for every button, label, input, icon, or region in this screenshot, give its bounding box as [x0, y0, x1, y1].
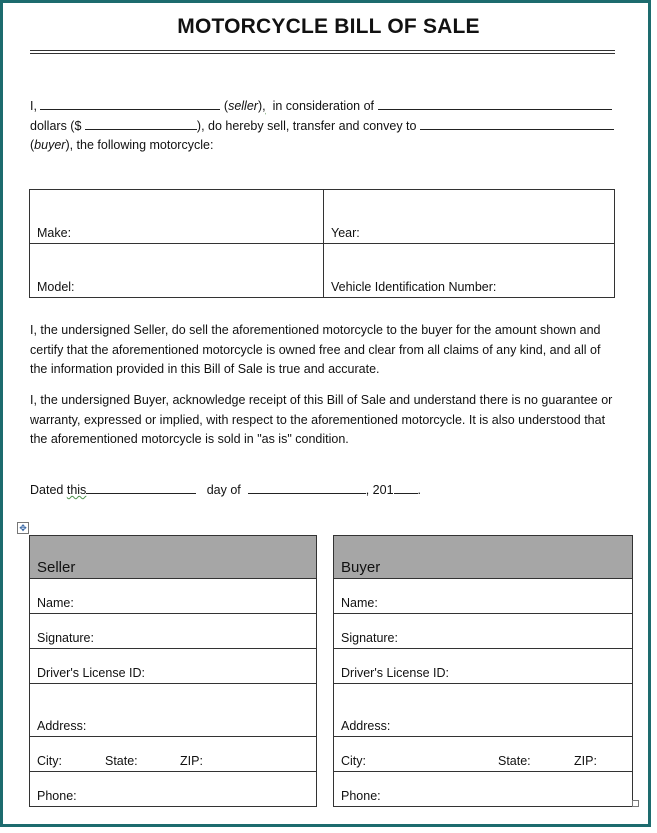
model-label: Model: — [37, 280, 75, 294]
buyer-phone-cell[interactable] — [334, 772, 633, 807]
seller-phone-cell[interactable] — [30, 772, 317, 807]
vin-cell[interactable] — [324, 244, 615, 298]
buyer-license-label: Driver's License ID: — [341, 666, 449, 680]
buyer-table — [333, 535, 633, 807]
seller-signature-label: Signature: — [37, 631, 94, 645]
title-rule-bottom — [30, 53, 615, 54]
seller-signature-cell[interactable] — [30, 614, 317, 649]
seller-license-label: Driver's License ID: — [37, 666, 145, 680]
buyer-name-blank[interactable] — [420, 117, 614, 130]
vehicle-table — [29, 189, 615, 298]
month-blank[interactable] — [248, 481, 366, 494]
buyer-signature-label: Signature: — [341, 631, 398, 645]
buyer-statement: I, the undersigned Buyer, acknowledge receipt of this Bill of Sale and understand there is no guarantee or warranty, expressed or implied, with respect to the aforementioned motorcycle. It is also understood that the aforementioned motorcycle is sold in "as is" condition. — [30, 393, 613, 446]
consideration-text: in consideration of — [272, 99, 375, 113]
this-label: this — [66, 483, 87, 497]
seller-zip-label: ZIP: — [180, 754, 203, 768]
resize-handle-icon[interactable] — [632, 800, 639, 807]
year-label: Year: — [331, 226, 360, 240]
buyer-license-cell[interactable] — [334, 649, 633, 684]
year-blank[interactable] — [394, 481, 418, 494]
model-cell[interactable] — [30, 244, 324, 298]
seller-label: seller — [228, 99, 258, 113]
make-cell[interactable] — [30, 190, 324, 244]
day-blank[interactable] — [86, 481, 196, 494]
year-cell[interactable] — [324, 190, 615, 244]
buyer-address-cell[interactable] — [334, 684, 633, 737]
make-label: Make: — [37, 226, 72, 240]
title-rule-top — [30, 50, 615, 51]
buyer-state-label: State: — [498, 754, 531, 768]
dollars-text: dollars ($ — [30, 118, 82, 133]
intro-i: I, — [30, 99, 37, 113]
day-of-label: day of — [206, 483, 241, 497]
year-prefix: , 201 — [365, 483, 394, 497]
page-title: MOTORCYCLE BILL OF SALE — [177, 15, 480, 38]
sell-transfer-text: ), do hereby sell, transfer and convey to — [196, 118, 417, 133]
seller-name-cell[interactable] — [30, 579, 317, 614]
buyer-header: Buyer — [334, 536, 633, 579]
seller-statement: I, the undersigned Seller, do sell the aforementioned motorcycle to the buyer for the amount shown and certify that the aforementioned motorcycle is owned free and clear from all claims of any kind, and all of the information provided in this Bill of Sale is true and accurate. — [30, 323, 601, 376]
seller-address-cell[interactable] — [30, 684, 317, 737]
buyer-zip-label: ZIP: — [574, 754, 597, 768]
move-handle-icon[interactable]: ✥ — [17, 522, 29, 534]
buyer-name-label: Name: — [341, 596, 378, 610]
buyer-signature-cell[interactable] — [334, 614, 633, 649]
buyer-label: buyer — [34, 138, 66, 152]
amount-blank[interactable] — [85, 117, 197, 130]
seller-city-label: City: — [37, 754, 62, 768]
intro-paragraph: I, (seller), in consideration of dollars ($ ), do hereby sell, transfer and convey to (buyer), the following motorcycle: — [30, 97, 620, 156]
seller-state-label: State: — [105, 754, 138, 768]
dated-label: Dated — [30, 483, 64, 497]
buyer-city-state-zip-cell[interactable] — [334, 737, 633, 772]
seller-name-label: Name: — [37, 596, 74, 610]
vin-label: Vehicle Identification Number: — [331, 280, 497, 294]
seller-license-cell[interactable] — [30, 649, 317, 684]
buyer-address-label: Address: — [341, 719, 391, 733]
buyer-phone-label: Phone: — [341, 789, 381, 803]
buyer-city-label: City: — [341, 754, 366, 768]
seller-table — [29, 535, 317, 807]
seller-phone-label: Phone: — [37, 789, 77, 803]
dated-line: Dated this day of , 201 . — [30, 483, 422, 497]
seller-address-label: Address: — [37, 719, 87, 733]
seller-header: Seller — [30, 536, 317, 579]
following-text: ), the following motorcycle: — [65, 138, 214, 152]
consideration-blank[interactable] — [378, 97, 612, 110]
seller-name-blank[interactable] — [40, 97, 220, 110]
seller-city-state-zip-cell[interactable] — [30, 737, 317, 772]
buyer-name-cell[interactable] — [334, 579, 633, 614]
